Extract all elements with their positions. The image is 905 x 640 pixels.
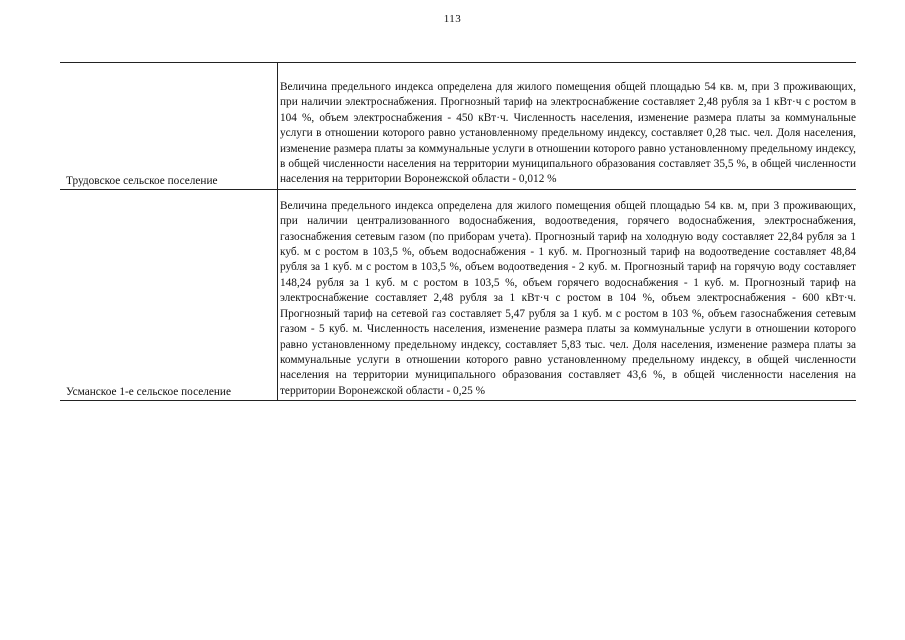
page-number: 113 xyxy=(443,13,462,25)
table-row xyxy=(60,63,856,190)
index-description: Величина предельного индекса определена для жилого помещения общей площадью 54 кв. м, при 3 проживающих, при наличии централизованного водоснабжения, водоотведения, горячего водоснабжения, электроснабжения, газоснабжения сетевым газом (по приборам учета). Прогнозный тариф на холодную воду составляет 22,84 рубля за 1 куб. м с ростом в 103,5 %, объем водоснабжения - 1 куб. м. Прогнозный тариф на водоотведение составляет 48,84 рубля за 1 куб. м с ростом в 103,5 %, объем водоотведения - 2 куб. м. Прогнозный тариф на горячую воду составляет 148,24 рубля за 1 куб. м с ростом в 103,5 %, объем горячего водоснабжения - 1 куб. м. Прогнозный тариф на электроснабжение составляет 2,48 рубля за 1 кВт·ч с ростом в 104 %, объем электроснабжения - 600 кВт·ч. Прогнозный тариф на сетевой газ составляет 5,47 рубля за 1 куб. м с ростом в 103 %, объем газоснабжения сетевым газом - 5 куб. м. Численность населения, изменение размера платы за коммунальные услуги в отношении которого равно установленному предельному индексу, составляет 5,83 тыс. чел. Доля населения, изменение размера платы за коммунальные услуги в отношении которого равно установленному предельному индексу, в общей численности населения на территории муниципального образования составляет 43,6 %, в общей численности населения на территории Воронежской области - 0,25 % xyxy=(277,190,856,400)
settlement-name: Трудовское сельское поселение xyxy=(66,174,218,187)
tariff-index-table xyxy=(60,62,856,401)
settlement-name: Усманское 1-е сельское поселение xyxy=(66,386,231,399)
settlement-name-cell xyxy=(60,63,277,189)
settlement-name-cell xyxy=(60,190,277,400)
table-row xyxy=(60,190,856,401)
index-description: Величина предельного индекса определена для жилого помещения общей площадью 54 кв. м, при 3 проживающих, при наличии электроснабжения. Прогнозный тариф на электроснабжение составляет 2,48 рубля за 1 кВт·ч с ростом в 104 %, объем электроснабжения - 450 кВт·ч. Численность населения, изменение размера платы за коммунальные услуги в отношении которого равно установленному предельному индексу, составляет 0,28 тыс. чел. Доля населения, изменение размера платы за коммунальные услуги в отношении которого равно установленному предельному индексу, в общей численности населения на территории муниципального образования составляет 35,5 %, в общей численности населения на территории Воронежской области - 0,012 % xyxy=(277,63,856,189)
